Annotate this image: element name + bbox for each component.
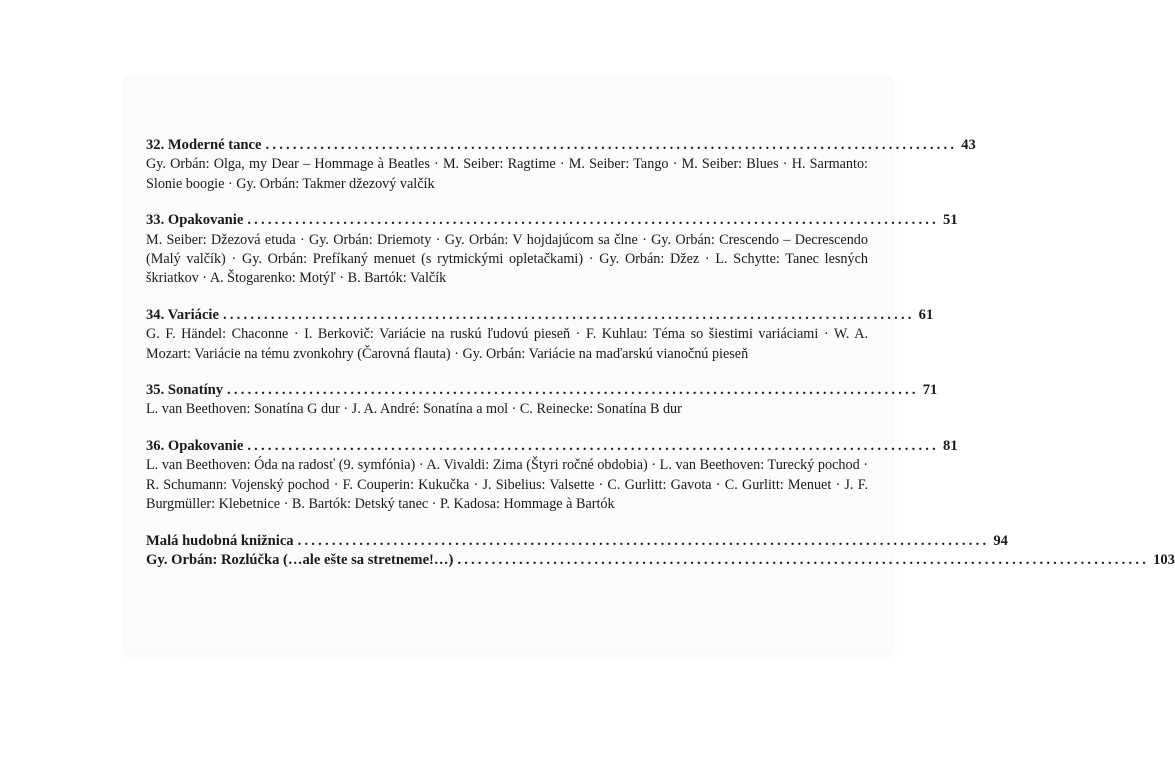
toc-entry-library xyxy=(146,532,1008,551)
toc-heading-row xyxy=(146,306,934,325)
toc-heading-row xyxy=(146,211,958,230)
toc-entry-farewell xyxy=(146,551,1175,570)
section-title: 36. Opakovanie xyxy=(146,437,244,454)
leader-dots: ..................................................................................................... xyxy=(222,306,915,323)
page-number: 61 xyxy=(918,306,934,323)
section-title: 32. Moderné tance xyxy=(146,137,262,153)
toc-entry-35 xyxy=(146,381,938,420)
section-title: 34. Variácie xyxy=(146,306,219,323)
toc-entry-36 xyxy=(146,437,958,515)
works-list: L. van Beethoven: Sonatína G dur · J. A. André: Sonatína a mol · C. Reinecke: Sonatína B dur xyxy=(146,401,682,418)
section-title: Gy. Orbán: Rozlúčka (…ale ešte sa stretneme!…) xyxy=(146,551,454,568)
section-title: 35. Sonatíny xyxy=(146,382,224,399)
leader-dots: ..................................................................................................... xyxy=(247,212,940,229)
leader-dots: ..................................................................................................... xyxy=(227,382,919,399)
toc-heading-row xyxy=(146,551,1175,570)
page-number: 103 xyxy=(1153,551,1175,568)
toc-heading-row xyxy=(146,381,938,400)
leader-dots: ..................................................................................................... xyxy=(457,551,1150,568)
table-of-contents xyxy=(146,136,1175,570)
toc-entry-32 xyxy=(146,136,976,194)
works-list: L. van Beethoven: Óda na radosť (9. symfónia) · A. Vivaldi: Zima (Štyri ročné obdobia) · L. van Beethoven: Turecký pochod · R. Schumann: Vojenský pochod · F. Couperin: Kukučka · J. Sibelius: Valsette · C. Gurlitt: Gavota · C. Gurlitt: Menuet · J. F. Burgmüller: Klebetnice · B. Bartók: Detský tanec · P. Kadosa: Hommage à Bartók xyxy=(146,457,868,513)
toc-entry-33 xyxy=(146,211,958,289)
works-list: Gy. Orbán: Olga, my Dear – Hommage à Beatles · M. Seiber: Ragtime · M. Seiber: Tango · M. Seiber: Blues · H. Sarmanto: Slonie boogie · Gy. Orbán: Takmer džezový valčík xyxy=(146,156,868,192)
leader-dots: ..................................................................................................... xyxy=(297,532,990,549)
leader-dots: ..................................................................................................... xyxy=(247,437,940,454)
toc-heading-row xyxy=(146,532,1008,551)
toc-heading-row xyxy=(146,437,958,456)
works-list: M. Seiber: Džezová etuda · Gy. Orbán: Driemoty · Gy. Orbán: V hojdajúcom sa člne · Gy. Orbán: Crescendo – Decrescendo (Malý valčík) · Gy. Orbán: Prefíkaný menuet (s rytmickými opletačkami) · Gy. Orbán: Džez · L. Schytte: Tanec lesných škriatkov · A. Štogarenko: Motýľ · B. Bartók: Valčík xyxy=(146,231,868,287)
page-number: 94 xyxy=(993,532,1008,549)
toc-heading-row xyxy=(146,136,976,155)
page-number: 51 xyxy=(943,212,958,229)
page-number: 81 xyxy=(943,437,958,454)
leader-dots: ..................................................................................................... xyxy=(265,137,958,153)
toc-entry-34 xyxy=(146,306,934,364)
section-title: 33. Opakovanie xyxy=(146,212,244,229)
works-list: G. F. Händel: Chaconne · I. Berkovič: Variácie na ruskú ľudovú pieseň · F. Kuhlau: Téma so šiestimi variáciami · W. A. Mozart: Variácie na tému zvonkohry (Čarovná flauta) · Gy. Orbán: Variácie na maďarskú vianočnú pieseň xyxy=(146,326,868,362)
page-number: 43 xyxy=(961,137,976,153)
page-number: 71 xyxy=(922,382,938,399)
section-title: Malá hudobná knižnica xyxy=(146,532,294,549)
